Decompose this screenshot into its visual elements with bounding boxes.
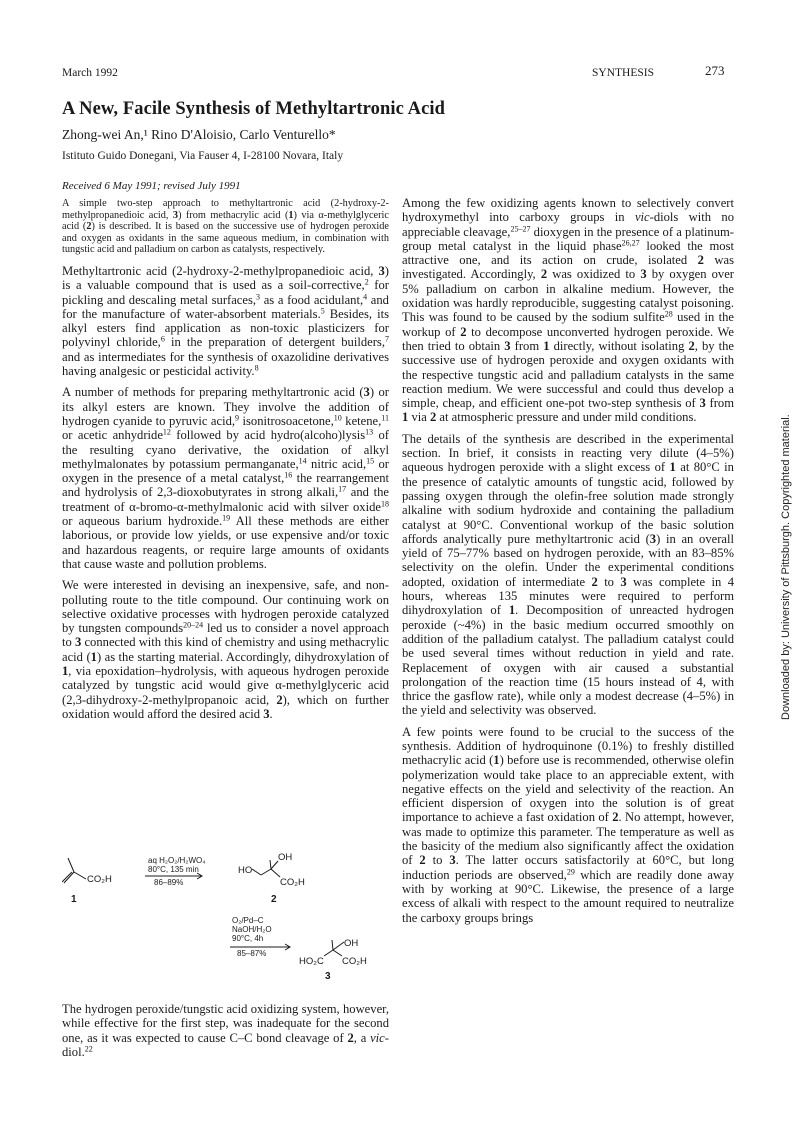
reaction-scheme [62,852,392,1002]
paragraph: A few points were found to be crucial to the success of the synthesis. Addition of hydroquinone (0.1%) to freshly distilled methacrylic acid (1) before use is recommended, otherwise olefin polymerization would take place to an appreciable extent, with negative effects on the yield and selectivity of the reaction. An efficient dispersion of oxygen into the solution is of great importance to achieve a fast oxidation of 2. No attempt, however, was made to optimize this parameter. The temperature as well as the basicity of the medium also significantly affect the oxidation of 2 to 3. The latter occurs satisfactorily at 60°C, but long induction periods are observed,$^{29}$ which are readily done away with by working at 90°C. Likewise, the presence of a large excess of alkali with respect to the amount required to neutralize the carboxy groups brings [402,724,735,925]
step2-base: NaOH/H₂O [232,925,272,934]
header-date: March 1992 [62,67,118,79]
left-column [62,198,389,728]
right-column [402,196,734,932]
abstract: A simple two-step approach to methyltartronic acid (2-hydroxy-2-methylpropanedioic acid, 3) from methacrylic acid (1) via α-methylglyceric acid (2) is described. It is based on the successive use of hydrogen peroxide and oxygen as oxidants in the same aqueous medium, in combination with tungstic acid and palladium on carbon as catalysts, respectively. [62,198,390,256]
lower-left-column [62,1002,389,1066]
paragraph: A number of methods for preparing methyltartronic acid (3) or its alkyl esters are known. They involve the addition of hydrogen cyanide to pyruvic acid,$^9$ isonitrosoacetone,$^{10}$ ketene,$^{11}$ or acetic anhydride$^{12}$ followed by acid hydro(alcoho)lysis$^{13}$ of the resulting cyano derivative, the oxidation of alkyl methylmalonates by potassium permanganate,$^{14}$ nitric acid,$^{15}$ or oxygen in the presence of a metal catalyst,$^{16}$ the rearrangement and hydrolysis of 2,3-dioxobutyrates in strong alkali,$^{17}$ and the treatment of α-bromo-α-methylmalonic acid with silver oxide$^{18}$ or aqueous barium hydroxide.$^{19}$ All these methods are either laborious, or provide low yields, or use expensive and/or toxic and hazardous reagents, or require large amounts of oxidants that cause waste and pollution problems. [62,385,390,571]
compound-3-structure [324,940,344,956]
compound-3-left-acid: HO₂C [299,956,324,967]
compound-1-structure [62,858,86,883]
compound-3-acid: CO₂H [342,956,367,967]
step2-reagent: O₂/Pd–C [232,916,264,925]
step1-yield: 86–89% [154,878,184,887]
article-authors: Zhong-wei An,¹ Rino D'Aloisio, Carlo Venturello* [62,127,336,142]
download-watermark: Downloaded by: University of Pittsburgh. Copyrighted material. [780,414,792,720]
compound-1-label: CO₂H [87,874,112,885]
step1-conditions: 80°C, 135 min [148,865,199,874]
compound-2-structure [252,860,280,877]
compound-3-number: 3 [325,971,331,982]
compound-1-number: 1 [71,894,77,905]
paragraph: The details of the synthesis are described in the experimental section. In brief, it consists in reacting very dilute (4–5%) aqueous hydrogen peroxide with a slight excess of 1 at 80°C in the presence of catalytic amounts of tungstic acid, followed by passing oxygen through the olefin-free solution made strongly alkaline with sodium hydroxide and containing the palladium catalyst at 90°C. Conventional workup of the basic solution affords analytically pure methyltartronic acid (3) in an overall yield of 75–77% based on hydrogen peroxide, with an 83–85% selectivity on the olefin. Under the experimental conditions adopted, oxidation of intermediate 2 to 3 was complete in 4 hours, whereas 135 minutes were required to perform dihydroxylation of 1. Decomposition of unreacted hydrogen peroxide (~4%) in the basic medium occurred smoothly on addition of the palladium catalyst. The palladium catalyst could be used several times without reduction in yield and rate. Replacement of oxygen with air caused a substantial prolongation of the reaction time (15 hours instead of 4, with thrice the gasflow rate), while only a modest decrease (4–5%) in the yield and selectivity was observed. [402,431,734,718]
paragraph: Methyltartronic acid (2-hydroxy-2-methylpropanedioic acid, 3) is a valuable compound that is used as a soil-corrective,$^2$ for pickling and descaling metal surfaces,$^3$ as a food acidulant,$^4$ and for the manufacture of water-absorbent materials.$^5$ Besides, its alkyl esters find application as non-toxic plasticizers for polyvinyl chloride,$^6$ in the preparation of detergent builders,$^7$ and as intermediates for the synthesis of oxazolidine derivatives having analgesic or pesticidal activity.$^8$ [62,263,389,379]
header-journal: SYNTHESIS [592,67,654,79]
article-affiliation: Istituto Guido Donegani, Via Fauser 4, I-28100 Novara, Italy [62,150,344,162]
compound-2-oh: OH [278,852,293,863]
received-dates: Received 6 May 1991; revised July 1991 [62,180,241,192]
paragraph: We were interested in devising an inexpensive, safe, and non-polluting route to the title compound. Our continuing work on selective oxidative processes with hydrogen peroxide catalyzed by tungsten compounds$^{20-24}$ led us to consider a novel approach to 3 connected with this kind of chemistry and using methacrylic acid (1) as the starting material. Accordingly, dihydroxylation of 1, via epoxidation–hydrolysis, with aqueous hydrogen peroxide catalyzed by tungstic acid would give α-methylglyceric acid (2,3-dihydroxy-2-methylpropanoic acid, 2), which on further oxidation would afford the desired acid 3. [62,578,389,721]
step2-conditions: 90°C, 4h [232,934,264,943]
article-title: A New, Facile Synthesis of Methyltartronic Acid [62,99,446,119]
page-number: 273 [705,63,725,78]
paragraph: Among the few oxidizing agents known to selectively convert hydroxymethyl into carboxy groups in vic-diols with no appreciable cleavage,$^{25-27}$ dioxygen in the presence of a platinum-group metal catalyst in the liquid phase$^{26,27}$ looked the most attractive one, and its action on crude, isolated 2 was investigated. Accordingly, 2 was oxidized to 3 by oxygen over 5% palladium on carbon in alkaline medium. However, the oxidation was hardly reproducible, suggesting catalyst poisoning. This was found to be caused by the sodium sulfite$^{28}$ used in the workup of 2 to decompose unconverted hydrogen peroxide. We then tried to obtain 3 from 1 directly, without isolating 2, by the successive use of hydrogen peroxide and oxygen oxidants with the respective tungstic acid and palladium catalysts in the same reaction medium. We were successful and could thus develop a simple, cheap, and efficient one-pot two-step synthesis of 3 from 1 via 2 at atmospheric pressure and under mild conditions. [402,196,735,425]
paragraph: The hydrogen peroxide/tungstic acid oxidizing system, however, while effective for the first step, was inadequate for the second one, as it was expected to cause C–C bond cleavage of 2, a vic-diol.$^{22}$ [62,1002,389,1059]
step2-yield: 85–87% [237,949,267,958]
step1-reagent: aq H₂O₂/H₂WO₄ [148,856,206,865]
compound-2-ho: HO [238,865,253,876]
compound-2-number: 2 [271,894,277,905]
compound-2-acid: CO₂H [280,877,305,888]
compound-3-oh: OH [344,938,359,949]
